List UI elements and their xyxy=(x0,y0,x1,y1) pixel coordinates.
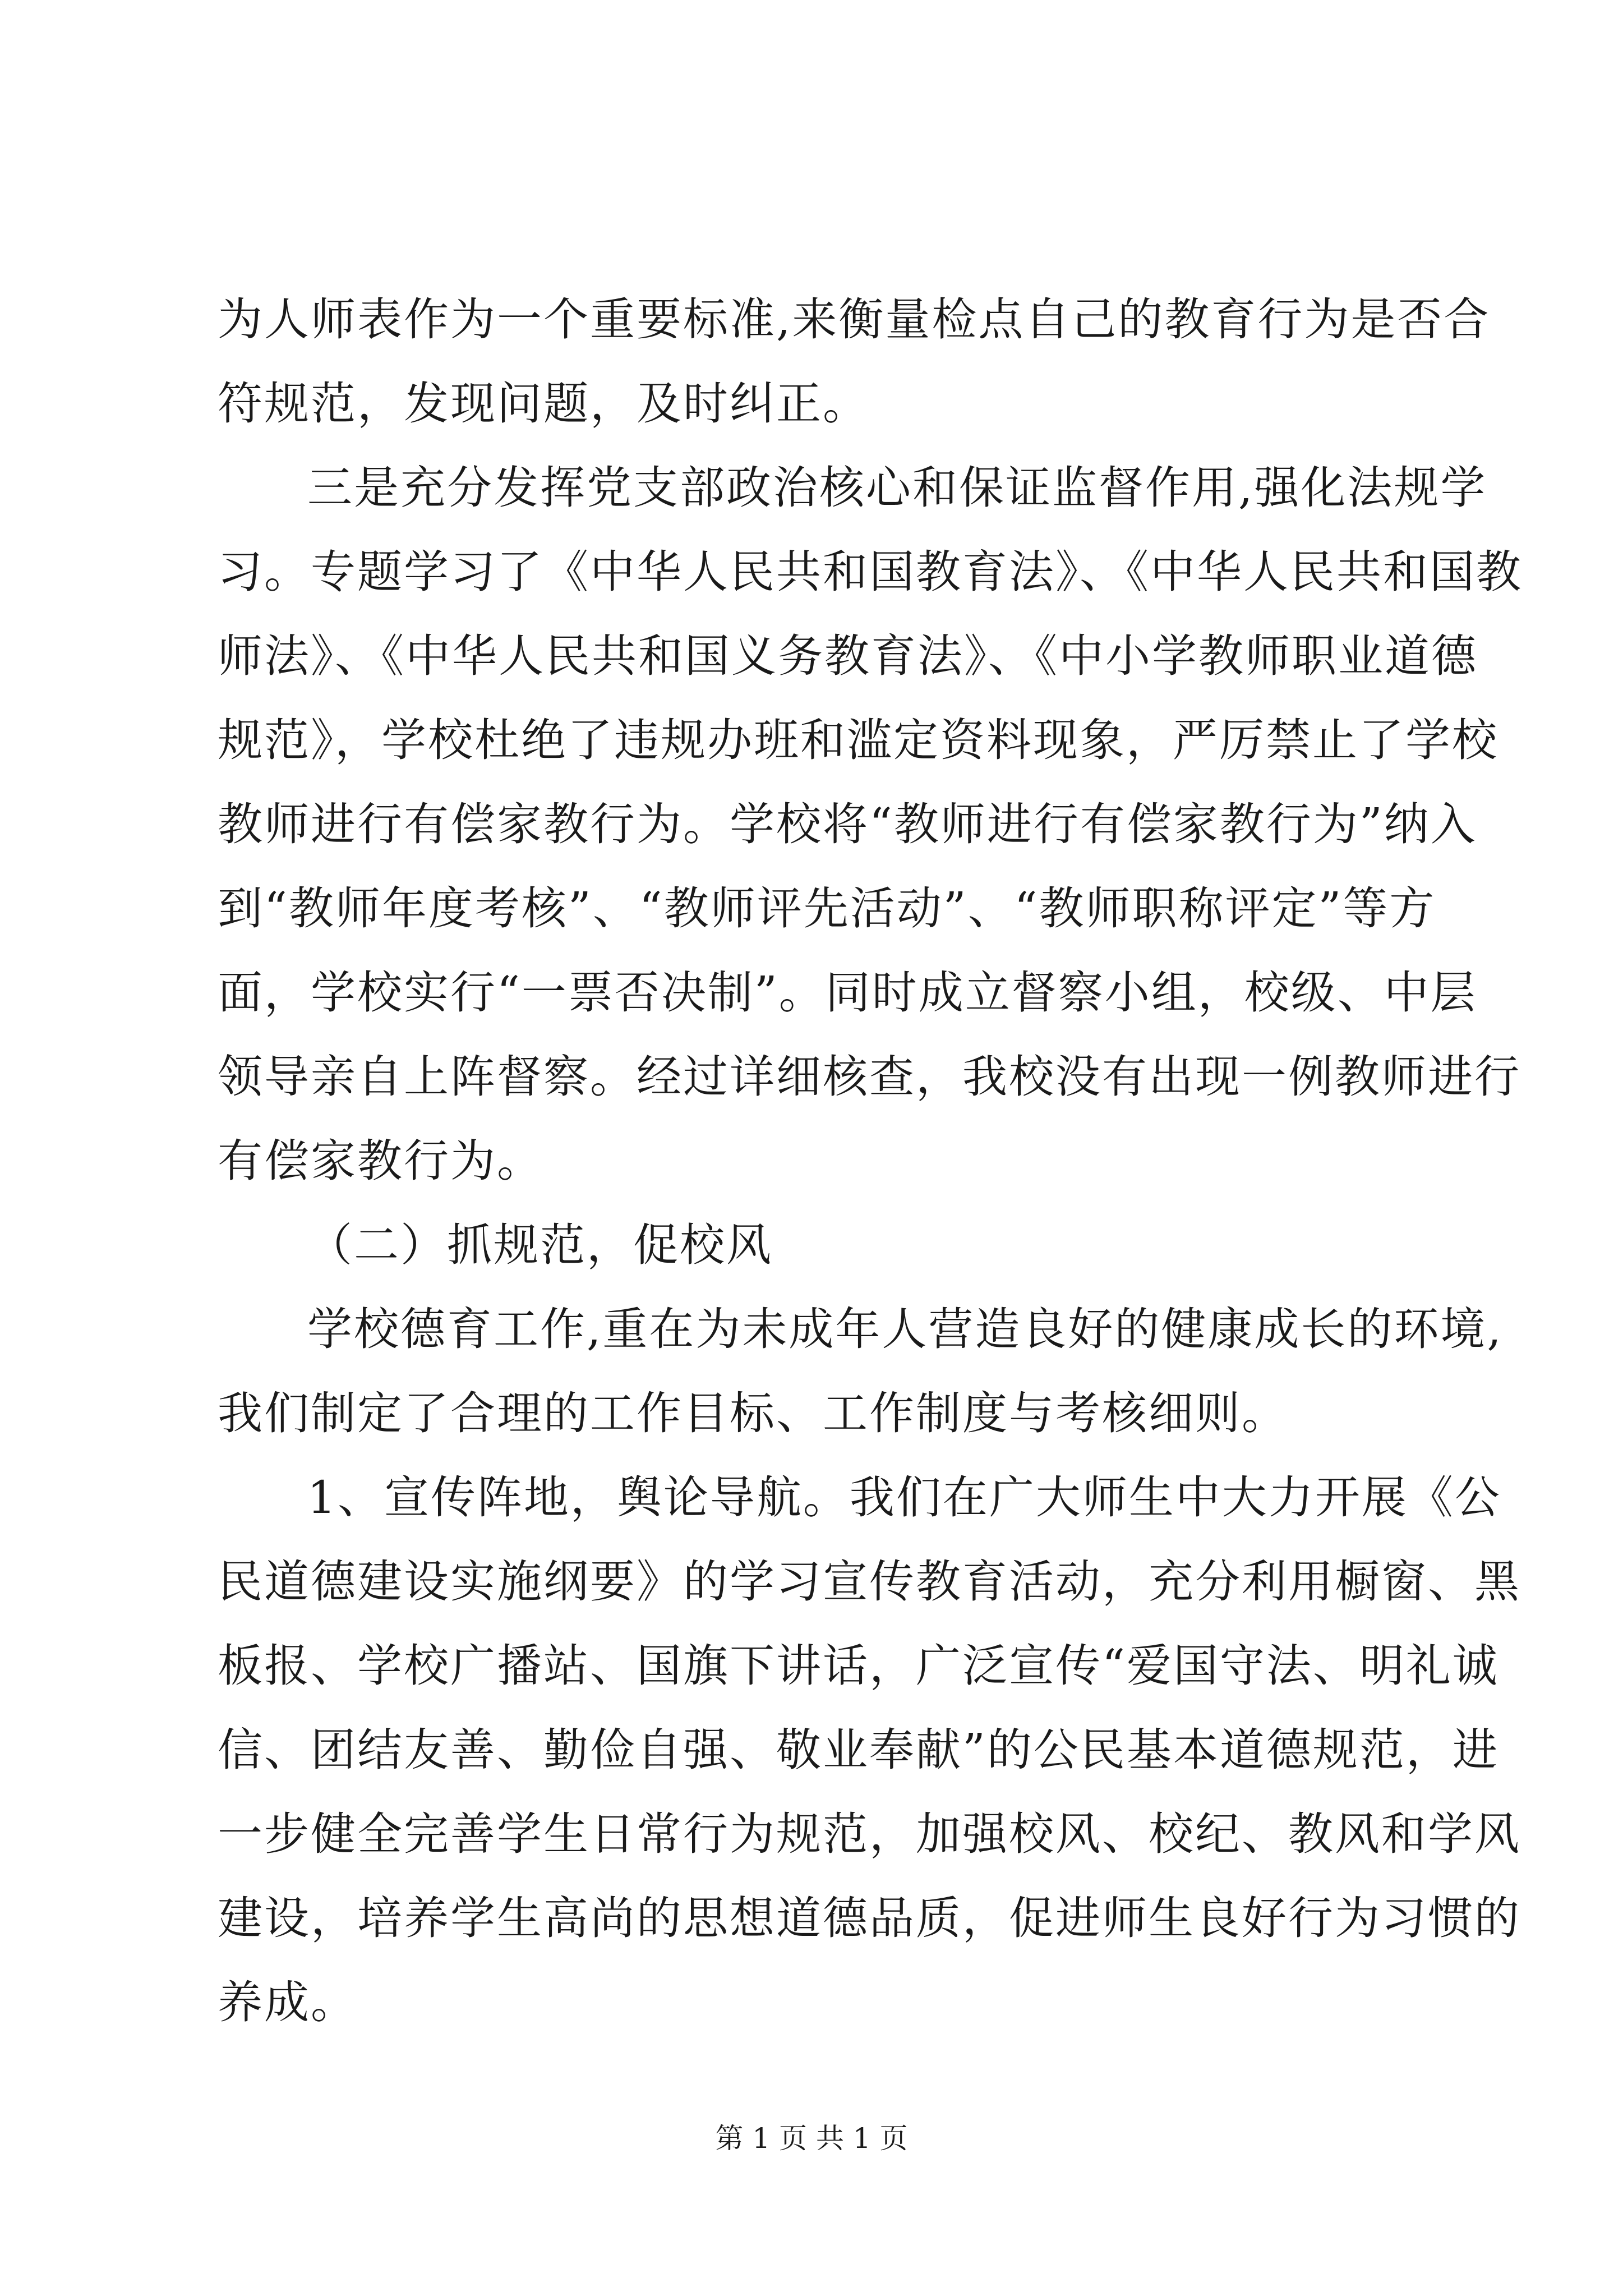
text-line: 信、团结友善、勤俭自强、敬业奉献”的公民基本道德规范，进 xyxy=(218,1724,1499,1776)
text-line: 符规范，发现问题，及时纠正。 xyxy=(218,378,869,430)
text-line: 板报、学校广播站、国旗下讲话，广泛宣传“爱国守法、明礼诚 xyxy=(218,1640,1499,1692)
document-body xyxy=(218,292,1523,2059)
text-line: 到“教师年度考核”、“教师评先活动”、“教师职称评定”等方 xyxy=(218,882,1436,935)
text-line: 民道德建设实施纲要》的学习宣传教育活动，充分利用橱窗、黑 xyxy=(218,1556,1521,1608)
text-line: 我们制定了合理的工作目标、工作制度与考核细则。 xyxy=(218,1387,1288,1439)
text-line: 有偿家教行为。 xyxy=(218,1135,543,1187)
text-line: 师法》、《中华人民共和国义务教育法》、《中小学教师职业道德 xyxy=(218,630,1478,682)
text-line: 教师进行有偿家教行为。学校将“教师进行有偿家教行为”纳入 xyxy=(218,798,1477,850)
text-line: 学校德育工作,重在为未成年人营造良好的健康成长的环境, xyxy=(307,1303,1503,1355)
text-line: 1、宣传阵地，舆论导航。我们在广大师生中大力开展《公 xyxy=(307,1471,1501,1524)
text-line: 养成。 xyxy=(218,1976,357,2028)
text-line: 一步健全完善学生日常行为规范，加强校风、校纪、教风和学风 xyxy=(218,1808,1521,1860)
text-line: 习。专题学习了《中华人民共和国教育法》、《中华人民共和国教 xyxy=(218,546,1523,598)
page-footer: 第 1 页 共 1 页 xyxy=(715,2122,908,2155)
text-line: 领导亲自上阵督察。经过详细核查，我校没有出现一例教师进行 xyxy=(218,1051,1521,1103)
text-line: 三是充分发挥党支部政治核心和保证监督作用,强化法规学 xyxy=(307,462,1487,514)
section-heading: （二）抓规范，促校风 xyxy=(307,1219,773,1271)
text-line: 规范》，学校杜绝了违规办班和滥定资料现象，严厉禁止了学校 xyxy=(218,714,1498,766)
text-line: 面，学校实行“一票否决制”。同时成立督察小组，校级、中层 xyxy=(218,967,1477,1019)
text-line: 为人师表作为一个重要标准,来衡量检点自己的教育行为是否合 xyxy=(218,293,1491,346)
text-line: 建设，培养学生高尚的思想道德品质，促进师生良好行为习惯的 xyxy=(218,1892,1521,1944)
